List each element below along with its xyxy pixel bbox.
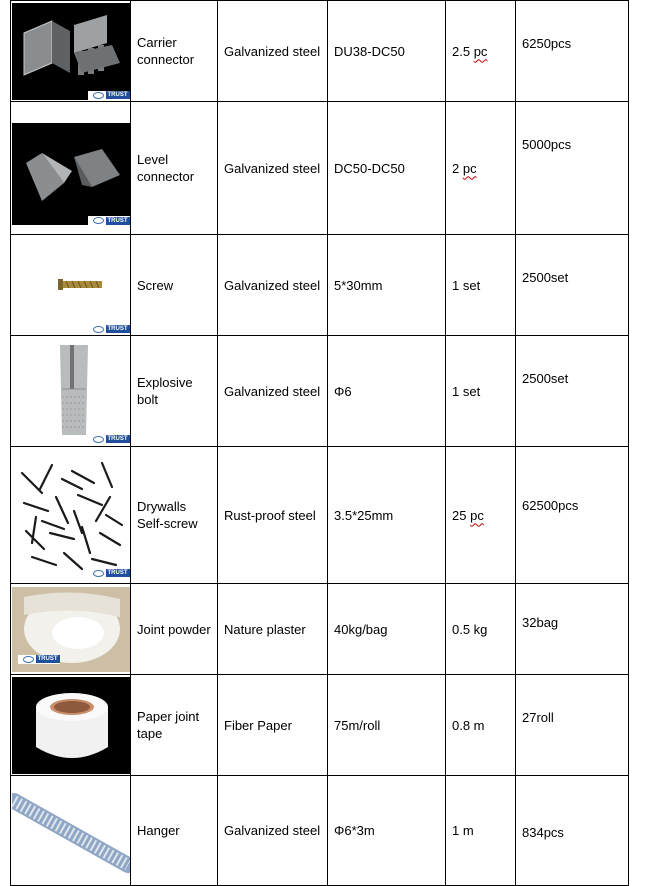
product-material: Galvanized steel bbox=[218, 336, 328, 447]
product-name: Level connector bbox=[131, 102, 218, 235]
product-unit: 2.5 pc bbox=[446, 1, 516, 102]
product-unit: 0.5 kg bbox=[446, 584, 516, 675]
table-row bbox=[11, 1, 629, 102]
product-spec: Φ6*3m bbox=[328, 776, 446, 886]
product-material: Nature plaster bbox=[218, 584, 328, 675]
product-quantity: 27roll bbox=[516, 675, 629, 776]
product-spec: 3.5*25mm bbox=[328, 447, 446, 584]
product-name: Screw bbox=[131, 235, 218, 336]
product-spec: 40kg/bag bbox=[328, 584, 446, 675]
product-unit: 25 pc bbox=[446, 447, 516, 584]
brand-logo: TRUST bbox=[88, 91, 130, 100]
paper-tape-photo bbox=[12, 677, 130, 774]
product-name: Paper joint tape bbox=[131, 675, 218, 776]
product-unit: 2 pc bbox=[446, 102, 516, 235]
product-material: Rust-proof steel bbox=[218, 447, 328, 584]
product-spec: Φ6 bbox=[328, 336, 446, 447]
product-quantity: 834pcs bbox=[516, 776, 629, 886]
product-spec: DU38-DC50 bbox=[328, 1, 446, 102]
product-material: Galvanized steel bbox=[218, 235, 328, 336]
product-image-cell bbox=[11, 102, 131, 235]
product-image-cell bbox=[11, 1, 131, 102]
product-name: Joint powder bbox=[131, 584, 218, 675]
product-material: Galvanized steel bbox=[218, 1, 328, 102]
product-quantity: 6250pcs bbox=[516, 1, 629, 102]
product-unit: 1 set bbox=[446, 336, 516, 447]
product-unit: 1 set bbox=[446, 235, 516, 336]
table-row bbox=[11, 675, 629, 776]
product-name: Hanger bbox=[131, 776, 218, 886]
product-image-cell bbox=[11, 447, 131, 584]
product-name: Explosive bolt bbox=[131, 336, 218, 447]
table-row bbox=[11, 447, 629, 584]
joint-powder-photo bbox=[12, 587, 130, 672]
product-quantity: 2500set bbox=[516, 336, 629, 447]
product-image-cell bbox=[11, 584, 131, 675]
product-image-cell bbox=[11, 776, 131, 886]
table-row bbox=[11, 584, 629, 675]
brand-logo: TRUST bbox=[88, 325, 130, 334]
table-row bbox=[11, 776, 629, 886]
product-spec: 5*30mm bbox=[328, 235, 446, 336]
brand-logo: TRUST bbox=[88, 216, 130, 225]
explosive-bolt-photo bbox=[12, 339, 130, 444]
product-spec: DC50-DC50 bbox=[328, 102, 446, 235]
product-image-cell bbox=[11, 336, 131, 447]
product-material: Fiber Paper bbox=[218, 675, 328, 776]
product-image-cell bbox=[11, 675, 131, 776]
product-quantity: 32bag bbox=[516, 584, 629, 675]
table-row bbox=[11, 336, 629, 447]
product-name: Drywalls Self-screw bbox=[131, 447, 218, 584]
product-name: Carrier connector bbox=[131, 1, 218, 102]
table-row bbox=[11, 235, 629, 336]
product-unit: 0.8 m bbox=[446, 675, 516, 776]
product-quantity: 62500pcs bbox=[516, 447, 629, 584]
screw-photo bbox=[12, 237, 130, 334]
table-row bbox=[11, 102, 629, 235]
threaded-rod-photo bbox=[12, 779, 130, 883]
brand-logo: TRUST bbox=[88, 569, 130, 578]
product-quantity: 2500set bbox=[516, 235, 629, 336]
product-material: Galvanized steel bbox=[218, 776, 328, 886]
product-table bbox=[10, 0, 629, 886]
product-quantity: 5000pcs bbox=[516, 102, 629, 235]
brand-logo: TRUST bbox=[88, 435, 130, 444]
drywall-screws-photo bbox=[12, 453, 130, 578]
product-image-cell bbox=[11, 235, 131, 336]
level-connector-photo bbox=[12, 123, 130, 225]
carrier-connector-photo bbox=[12, 3, 130, 100]
product-spec: 75m/roll bbox=[328, 675, 446, 776]
product-unit: 1 m bbox=[446, 776, 516, 886]
product-material: Galvanized steel bbox=[218, 102, 328, 235]
brand-logo: TRUST bbox=[18, 655, 60, 664]
